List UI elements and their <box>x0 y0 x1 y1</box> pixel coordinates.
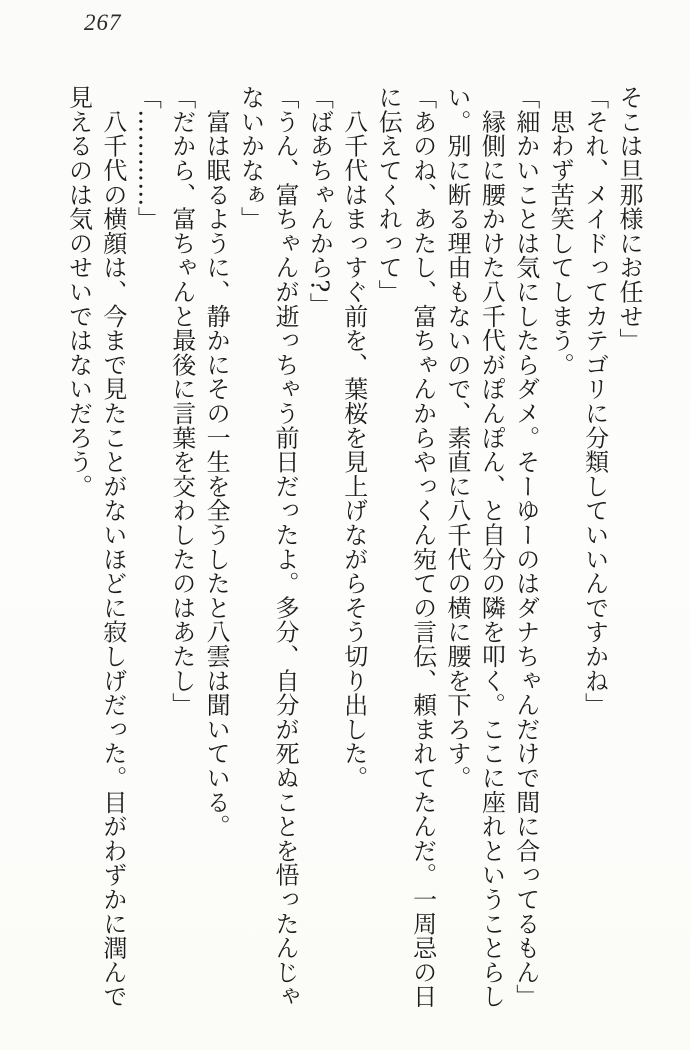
text-line: 八千代はまっすぐ前を、葉桜を見上げながらそう切り出した。 <box>339 85 368 790</box>
text-line: 「細かいことは気にしたらダメ。そーゆーのはダナちゃんだけで間に合ってるもん」 <box>511 85 540 1009</box>
page-text <box>61 85 646 1015</box>
text-line: 八千代の横顔は、今まで見たことがないほどに寂しげだった。目がわずかに潤んで <box>98 85 127 1009</box>
text-line: 「うん、富ちゃんが逝っちゃう前日だったよ。多分、自分が死ぬことを悟ったんじゃ <box>270 85 299 1009</box>
text-line: 縁側に腰かけた八千代がぽんぽん、と自分の隣を叩く。ここに座れということらし <box>477 85 506 1009</box>
page-number: 267 <box>84 10 122 35</box>
text-line: 富は眠るように、静かにその一生を全うしたと八雲は聞いている。 <box>202 85 231 839</box>
text-line: 見えるのは気のせいではないだろう。 <box>64 85 93 499</box>
text-line: 「あのね、あたし、富ちゃんからやっくん宛ての言伝、頼まれてたんだ。一周忌の日 <box>408 85 437 1009</box>
text-line: そこは旦那様にお任せ」 <box>615 85 643 353</box>
text-line: 「それ、メイドってカテゴリに分類していいんですかね」 <box>580 85 609 717</box>
text-line: 「ばあちゃんから?」 <box>305 85 334 317</box>
text-line: 「…………」 <box>133 85 162 231</box>
text-line: い。別に断る理由もないので、素直に八千代の横に腰を下ろす。 <box>442 85 471 790</box>
text-line: 思わず苦笑してしまう。 <box>546 85 575 377</box>
text-line: 「だから、富ちゃんと最後に言葉を交わしたのはあたし」 <box>167 85 196 717</box>
text-line: ないかなぁ」 <box>236 85 265 231</box>
text-line: に伝えてくれって」 <box>374 85 403 304</box>
